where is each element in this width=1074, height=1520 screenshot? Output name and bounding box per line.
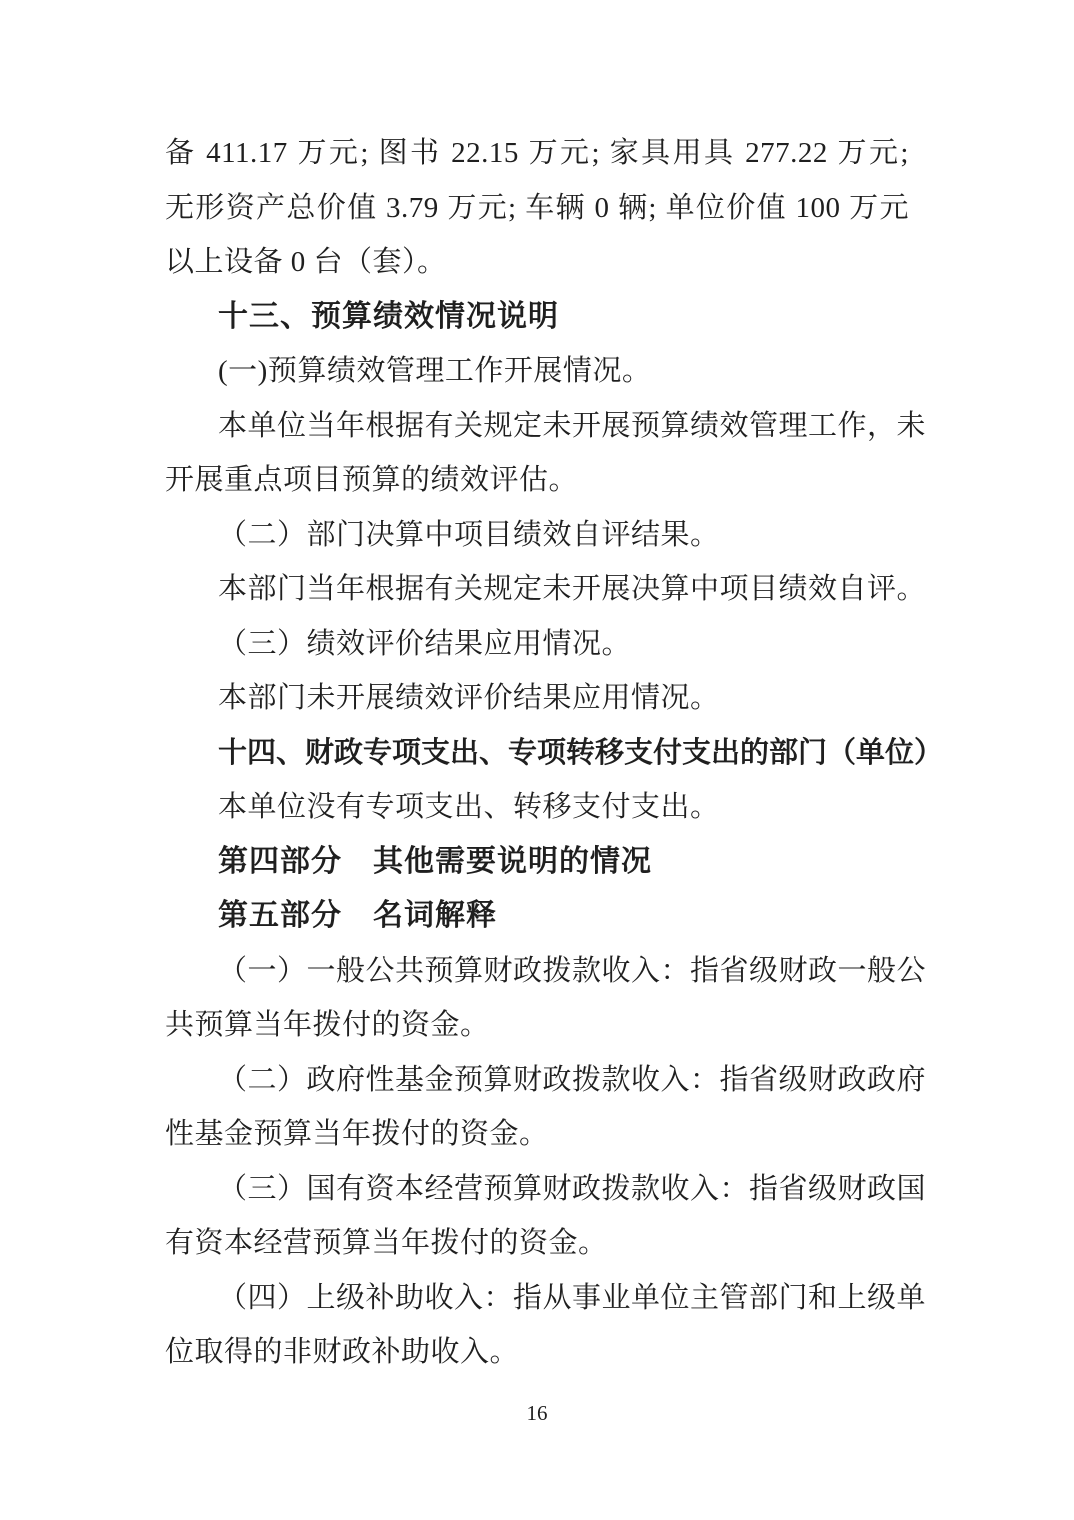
asset-summary-line-1: 备 411.17 万元; 图书 22.15 万元; 家具用具 277.22 万元;: [165, 137, 909, 169]
asset-summary-line-3: 以上设备 0 台（套）。: [165, 246, 447, 278]
section-14-body: 本单位没有专项支出、转移支付支出。: [218, 791, 720, 823]
s13-item2-heading: （二）部门决算中项目绩效自评结果。: [218, 518, 720, 551]
s13-item1-line-2: 开展重点项目预算的绩效评估。: [165, 464, 579, 496]
definition-4-line-1: （四）上级补助收入：指从事业单位主管部门和上级单: [218, 1281, 927, 1314]
definition-4-line-2: 位取得的非财政补助收入。: [165, 1336, 520, 1368]
section-14-heading: 十四、财政专项支出、专项转移支付支出的部门（单位）: [218, 736, 944, 769]
part-5-heading: 第五部分 名词解释: [218, 899, 497, 932]
page-number: 16: [526, 1401, 548, 1425]
s13-item1-line-1: 本单位当年根据有关规定未开展预算绩效管理工作，未: [218, 409, 927, 442]
document-body: [165, 126, 944, 1380]
s13-item3-heading: （三）绩效评价结果应用情况。: [218, 627, 632, 660]
s13-item2-body: 本部门当年根据有关规定未开展决算中项目绩效自评。: [218, 573, 927, 605]
s13-item3-body: 本部门未开展绩效评价结果应用情况。: [218, 682, 720, 714]
asset-summary-line-2: 无形资产总价值 3.79 万元; 车辆 0 辆; 单位价值 100 万元: [165, 191, 909, 224]
section-13-heading: 十三、预算绩效情况说明: [218, 299, 559, 333]
part-4-heading: 第四部分 其他需要说明的情况: [218, 844, 652, 878]
definition-3-line-2: 有资本经营预算当年拨付的资金。: [165, 1227, 608, 1259]
definition-3-line-1: （三）国有资本经营预算财政拨款收入：指省级财政国: [218, 1172, 927, 1205]
s13-item1-heading: (一)预算绩效管理工作开展情况。: [218, 355, 652, 387]
definition-2-line-2: 性基金预算当年拨付的资金。: [165, 1118, 549, 1150]
definition-2-line-1: （二）政府性基金预算财政拨款收入：指省级财政政府: [218, 1063, 927, 1096]
definition-1-line-1: （一）一般公共预算财政拨款收入：指省级财政一般公: [218, 954, 927, 987]
definition-1-line-2: 共预算当年拨付的资金。: [165, 1009, 490, 1041]
